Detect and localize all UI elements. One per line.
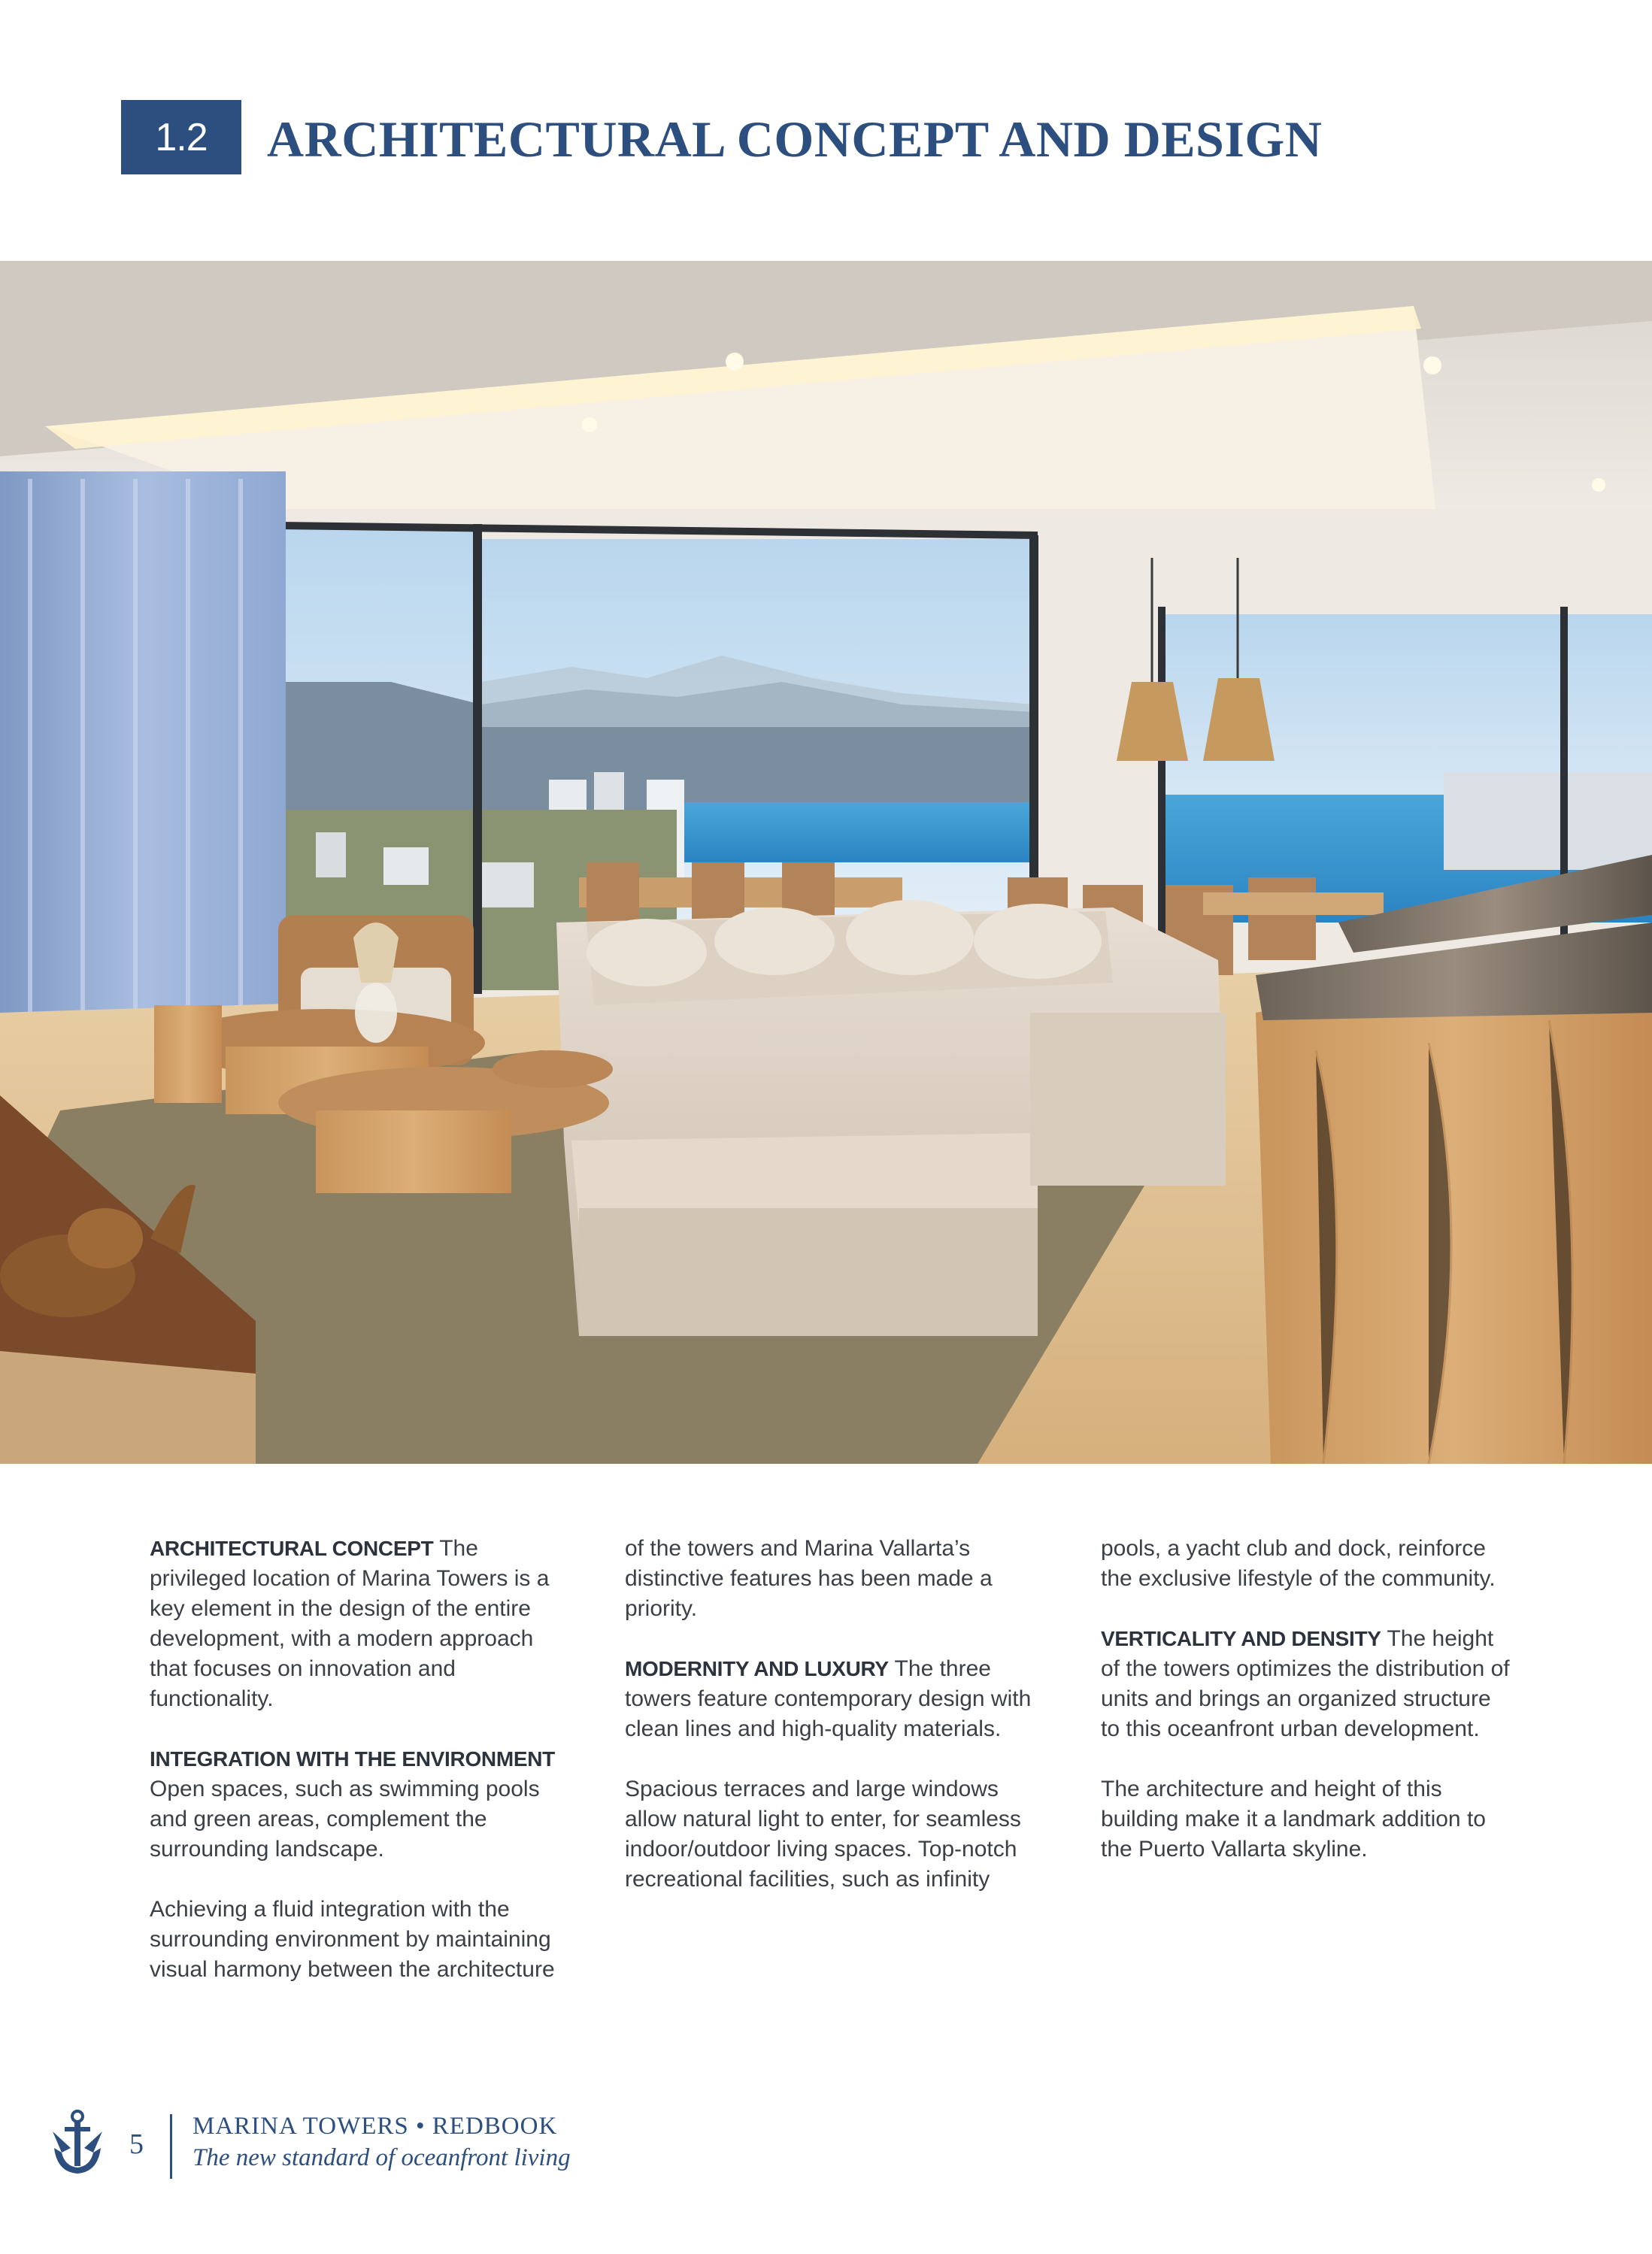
heading-architectural-concept: ARCHITECTURAL CONCEPT — [150, 1537, 434, 1560]
page-footer — [0, 2098, 1652, 2188]
body-text: The privileged location of Marina Towers is a key element in the design of the entire development, with a modern approach that focuses on innovation and functionality. — [150, 1536, 550, 1711]
footer-divider — [170, 2114, 172, 2179]
paragraph-terraces — [625, 1774, 1035, 1895]
heading-modernity-luxury: MODERNITY AND LUXURY — [625, 1657, 889, 1680]
body-text: Spacious terraces and large windows allow natural light to enter, for seamless indoor/outdoor living spaces. Top-notch recreational facilities, such as infinity — [625, 1777, 1021, 1892]
body-text: Achieving a fluid integration with the surrounding environment by maintaining visual harmony between the architecture — [150, 1897, 555, 1982]
heading-verticality-density: VERTICALITY AND DENSITY — [1101, 1627, 1381, 1650]
text-column-2 — [625, 1534, 1035, 1925]
body-text: Open spaces, such as swimming pools and green areas, complement the surrounding landscape. — [150, 1777, 540, 1862]
body-text: The height of the towers optimizes the distribution of units and brings an organized structure to this oceanfront urban development. — [1101, 1626, 1510, 1741]
heading-integration-environment: INTEGRATION WITH THE ENVIRONMENT — [150, 1747, 555, 1771]
anchor-logo-icon — [50, 2109, 105, 2177]
paragraph-fluid-integration — [150, 1895, 559, 1985]
page-title: ARCHITECTURAL CONCEPT AND DESIGN — [267, 111, 1323, 168]
interior-living-room-photo — [0, 261, 1652, 1464]
body-text: of the towers and Marina Vallarta’s distinctive features has been made a priority. — [625, 1536, 993, 1621]
section-number-badge: 1.2 — [121, 100, 241, 174]
body-text: pools, a yacht club and dock, reinforce the exclusive lifestyle of the community. — [1101, 1536, 1496, 1591]
paragraph-continuation — [1101, 1534, 1511, 1594]
body-text: The three towers feature contemporary design with clean lines and high-quality materials. — [625, 1656, 1032, 1741]
paragraph-landmark — [1101, 1774, 1511, 1865]
paragraph-verticality-density — [1101, 1624, 1511, 1744]
paragraph-continuation — [625, 1534, 1035, 1624]
text-column-3 — [1101, 1534, 1511, 1895]
body-text: The architecture and height of this building make it a landmark addition to the Puerto Vallarta skyline. — [1101, 1777, 1486, 1862]
paragraph-architectural-concept — [150, 1534, 559, 1714]
footer-tagline: The new standard of oceanfront living — [192, 2144, 571, 2171]
paragraph-modernity-luxury — [625, 1654, 1035, 1744]
text-column-1 — [150, 1534, 559, 2015]
paragraph-integration — [150, 1744, 559, 1865]
page-number: 5 — [129, 2128, 144, 2160]
footer-brand: MARINA TOWERS • REDBOOK — [192, 2113, 558, 2140]
